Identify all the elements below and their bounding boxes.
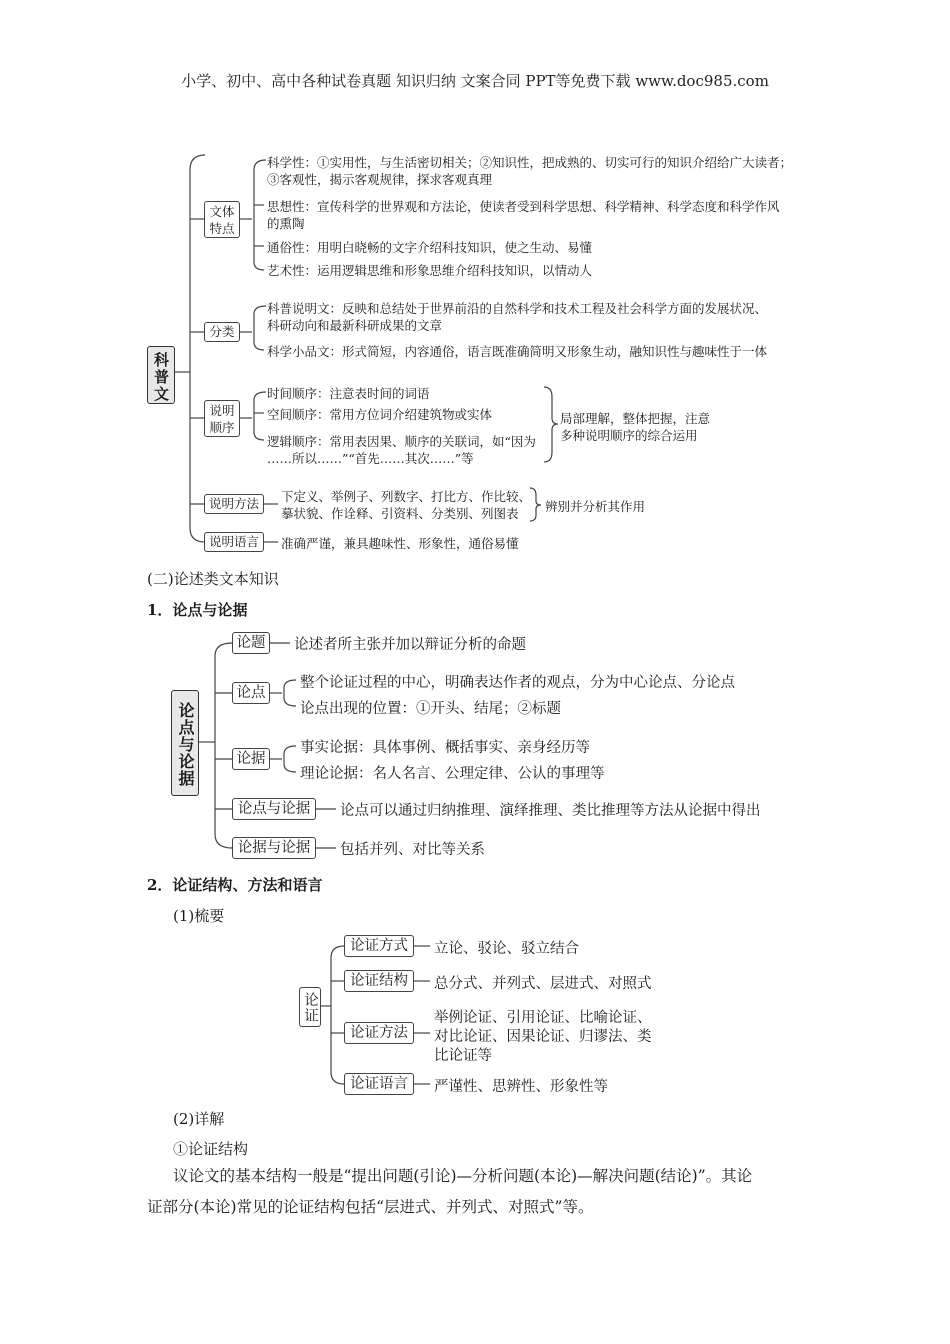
lz-yuyan-text: 严谨性、思辨性、形象性等	[434, 1079, 608, 1095]
sub-lunzheng-jiegou: ①论证结构	[173, 1140, 249, 1158]
heading-lunzheng: 2．论证结构、方法和语言	[147, 876, 323, 894]
dian-ju-box: 论点与论据	[232, 798, 316, 820]
lz-fangfa-item-2: 对比论证、因果论证、归谬法、类	[434, 1029, 652, 1045]
wenti-box: 文体 特点	[204, 201, 240, 238]
fangfa-box: 说明方法	[204, 494, 264, 514]
lz-fangfa-item-3: 比论证等	[434, 1048, 492, 1064]
fangfa-note: 辨别并分析其作用	[545, 499, 646, 514]
wenti-item-1: 科学性：①实用性，与生活密切相关；②知识性，把成熟的、切实可行的知识介绍给广大读者；	[267, 155, 793, 170]
lundian-root-box: 论点与论据	[171, 690, 199, 796]
wenti-item-2b: 的熏陶	[267, 216, 305, 231]
fangshi-box: 论证方式	[344, 935, 414, 957]
wenti-item-3: 通俗性：用明白晓畅的文字介绍科技知识，使之生动、易懂	[267, 240, 593, 255]
yuyan-box: 说明语言	[204, 532, 264, 552]
lunti-text: 论述者所主张并加以辩证分析的命题	[294, 637, 526, 653]
lunju-box: 论据	[232, 748, 270, 770]
fenlei-item-1b: 科研动向和最新科研成果的文章	[267, 318, 443, 333]
para-line-1: 议论文的基本结构一般是“提出问题(引论)—分析问题(本论)—解决问题(结论)”。其论	[173, 1167, 753, 1185]
lz-fangfa-box: 论证方法	[344, 1022, 414, 1044]
dian-ju-text: 论点可以通过归纳推理、演绎推理、类比推理等方法从论据中得出	[340, 803, 761, 819]
lundian-item-2: 论点出现的位置：①开头、结尾；②标题	[300, 701, 561, 717]
lunti-box: 论题	[232, 632, 270, 654]
shunxu-item-3: 逻辑顺序：常用表因果、顺序的关联词，如“因为	[267, 434, 536, 449]
fangfa-item-2: 摹状貌、作诠释、引资料、分类别、列图表	[281, 506, 519, 521]
wenti-item-1b: ③客观性，揭示客观规律，探求客观真理	[267, 172, 493, 187]
lz-yuyan-box: 论证语言	[344, 1073, 414, 1095]
shunxu-item-2: 空间顺序：常用方位词介绍建筑物或实体	[267, 407, 493, 422]
sub-xiangjie: (2)详解	[173, 1110, 225, 1128]
heading-lundian: 1．论点与论据	[147, 601, 248, 619]
lundian-box: 论点	[232, 682, 270, 704]
para-line-2: 证部分(本论)常见的论证结构包括“层进式、并列式、对照式”等。	[147, 1198, 594, 1216]
yuyan-text: 准确严谨，兼具趣味性、形象性，通俗易懂	[281, 536, 519, 551]
lunzheng-root-box: 论证	[299, 987, 321, 1027]
fangshi-text: 立论、驳论、驳立结合	[434, 941, 579, 957]
lundian-item-1: 整个论证过程的中心，明确表达作者的观点，分为中心论点、分论点	[300, 675, 735, 691]
section-title: (二)论述类文本知识	[147, 570, 279, 588]
shunxu-note-1: 局部理解，整体把握，注意	[560, 411, 711, 426]
lunju-item-2: 理论论据：名人名言、公理定律、公认的事理等	[300, 766, 605, 782]
fenlei-box: 分类	[204, 322, 240, 342]
sub-shuyao: (1)梳要	[173, 907, 225, 925]
shunxu-note-2: 多种说明顺序的综合运用	[560, 428, 698, 443]
wenti-item-2: 思想性：宣传科学的世界观和方法论，使读者受到科学思想、科学精神、科学态度和科学作风	[267, 199, 780, 214]
lz-fangfa-item-1: 举例论证、引用论证、比喻论证、	[434, 1010, 652, 1026]
ju-ju-text: 包括并列、对比等关系	[340, 842, 485, 858]
shunxu-box: 说明 顺序	[204, 400, 240, 437]
fenlei-item-2: 科学小品文：形式简短，内容通俗，语言既准确简明又形象生动，融知识性与趣味性于一体	[267, 344, 768, 359]
fenlei-item-1: 科普说明文：反映和总结处于世界前沿的自然科学和技术工程及社会科学方面的发展状况、	[267, 301, 768, 316]
wenti-item-4: 艺术性：运用逻辑思维和形象思维介绍科技知识，以情动人	[267, 263, 593, 278]
jiegou-box: 论证结构	[344, 970, 414, 992]
lunju-item-1: 事实论据：具体事例、概括事实、亲身经历等	[300, 740, 590, 756]
fangfa-item-1: 下定义、举例子、列数字、打比方、作比较、	[281, 489, 532, 504]
shunxu-item-3b: ……所以……”“首先……其次……”等	[267, 451, 474, 466]
jiegou-text: 总分式、并列式、层进式、对照式	[434, 976, 652, 992]
ju-ju-box: 论据与论据	[232, 837, 316, 859]
shunxu-item-1: 时间顺序：注意表时间的词语	[267, 386, 430, 401]
page-header: 小学、初中、高中各种试卷真题 知识归纳 文案合同 PPT等免费下载 www.doc985.com	[181, 72, 769, 90]
kepu-root-box: 科普文	[147, 346, 175, 404]
